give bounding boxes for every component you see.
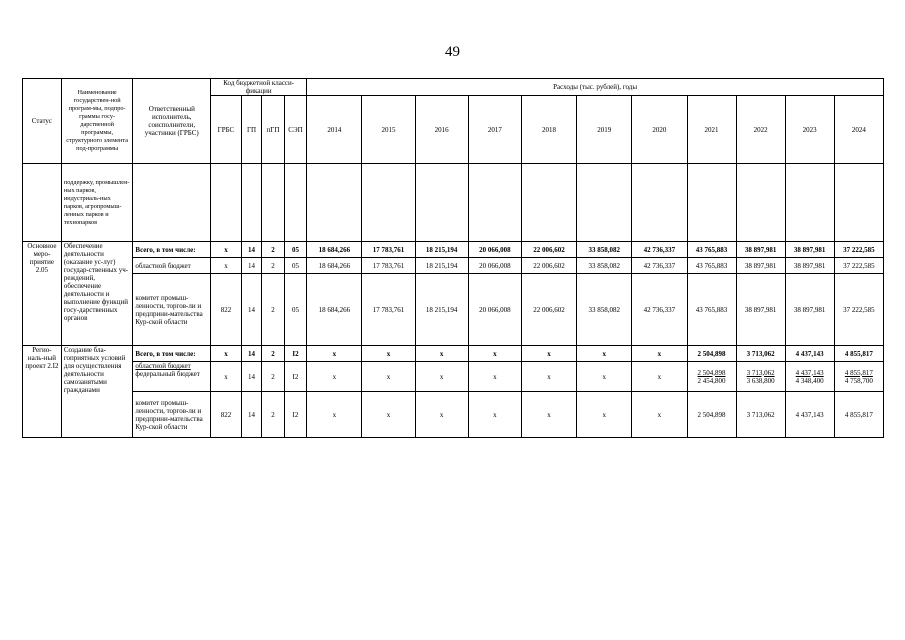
value-cell	[362, 362, 415, 392]
header-code-gp: ГП	[241, 96, 261, 164]
value-cell	[687, 242, 736, 258]
code-pgp-cell: 2	[262, 392, 284, 438]
value-cell	[468, 362, 521, 392]
header-budget-code: Код бюджетной класси-фикации	[211, 79, 307, 96]
value-text: 3 713,062	[746, 410, 775, 419]
header-row-1	[23, 79, 884, 96]
value-cell	[632, 346, 687, 362]
value-text: 4 855,817	[844, 368, 873, 377]
code-sep-cell: I2	[284, 392, 307, 438]
value-text: х	[493, 372, 497, 381]
value-text: 18 684,266	[318, 245, 351, 254]
value-cell	[785, 362, 834, 392]
value-text: 3 713,062	[746, 349, 775, 358]
value-cell	[736, 274, 785, 346]
header-year: 2023	[785, 96, 834, 164]
value-text: 20 066,008	[479, 305, 511, 314]
value-cell	[362, 258, 415, 274]
value-cell	[785, 258, 834, 274]
value-text: х	[332, 410, 337, 419]
header-executor: Ответственный исполнитель, соисполнители, участники (ГРБС)	[133, 79, 211, 164]
value-cell	[785, 274, 834, 346]
value-text: 42 736,337	[643, 261, 676, 270]
value-cell	[415, 346, 468, 362]
executor-text: комитет промыш-ленности, торгов-ли и предприни-мательства Кур-ской области	[135, 293, 203, 326]
value-text: 20 066,008	[479, 261, 511, 270]
value-text: 3 713,062	[746, 368, 775, 377]
value-text: 20 066,008	[479, 245, 511, 254]
value-text: х	[332, 372, 337, 381]
value-cell	[834, 362, 883, 392]
value-cell	[521, 362, 576, 392]
executor-text: областной бюджет	[135, 261, 191, 270]
value-cell	[632, 258, 687, 274]
value-text: 17 783,761	[372, 245, 405, 254]
value-text: 33 858,082	[588, 261, 620, 270]
code-gp-cell: 14	[241, 362, 261, 392]
code-sep-cell: I2	[284, 362, 307, 392]
value-text: х	[439, 372, 444, 381]
value-text: х	[493, 349, 497, 358]
value-cell	[736, 242, 785, 258]
value-text: 43 765,883	[695, 245, 728, 254]
value-cell	[415, 362, 468, 392]
code-sep-cell: 05	[284, 274, 307, 346]
value-text: 17 783,761	[372, 305, 405, 314]
header-code-grbs: ГРБС	[211, 96, 242, 164]
value-text: 37 222,585	[843, 245, 875, 254]
value-text: х	[547, 372, 551, 381]
code-gp-cell: 14	[241, 242, 261, 258]
value-cell	[632, 392, 687, 438]
value-text: 38 897,981	[793, 245, 826, 254]
value-text: 18 215,194	[425, 305, 458, 314]
continuation-name: поддержку, промышлен-ных парков, индустриаль-ных парков, агропромыш-ленных парков и технопарков	[61, 164, 133, 242]
header-year: 2014	[307, 96, 362, 164]
code-grbs-cell: 822	[211, 392, 242, 438]
code-gp-cell: 14	[241, 274, 261, 346]
value-text: х	[332, 349, 337, 358]
code-grbs-cell: х	[211, 362, 242, 392]
value-cell	[834, 392, 883, 438]
value-cell	[521, 242, 576, 258]
value-cell	[307, 362, 362, 392]
code-pgp-cell: 2	[262, 258, 284, 274]
value-text: 18 684,266	[318, 305, 351, 314]
value-text-secondary: 4 758,700	[844, 376, 873, 385]
value-cell	[362, 346, 415, 362]
value-cell	[736, 392, 785, 438]
value-text: 4 855,817	[844, 349, 873, 358]
value-text: х	[657, 372, 662, 381]
value-text: х	[439, 410, 444, 419]
value-cell	[577, 258, 632, 274]
value-text: 38 897,981	[793, 305, 826, 314]
value-cell	[521, 346, 576, 362]
value-cell	[362, 242, 415, 258]
header-year: 2021	[687, 96, 736, 164]
status-cell: Основное меро-приятие 2.05	[23, 242, 62, 346]
value-cell	[632, 274, 687, 346]
code-pgp-cell: 2	[262, 242, 284, 258]
value-cell	[468, 274, 521, 346]
value-cell	[632, 242, 687, 258]
header-year: 2020	[632, 96, 687, 164]
header-status: Статус	[23, 79, 62, 164]
value-cell	[687, 258, 736, 274]
value-cell	[415, 258, 468, 274]
value-cell	[834, 346, 883, 362]
value-cell	[687, 274, 736, 346]
value-text: 22 006,602	[533, 261, 565, 270]
executor-cell	[133, 242, 211, 258]
value-cell	[736, 362, 785, 392]
value-cell	[577, 242, 632, 258]
value-cell	[785, 242, 834, 258]
value-cell	[577, 346, 632, 362]
value-text: 2 504,898	[697, 368, 726, 377]
code-sep-cell: 05	[284, 242, 307, 258]
value-cell	[307, 346, 362, 362]
value-cell	[687, 392, 736, 438]
executor-text: Всего, в том числе:	[135, 245, 196, 254]
value-text: 2 504,898	[697, 410, 726, 419]
value-cell	[307, 242, 362, 258]
block1-row	[23, 274, 884, 346]
value-text: 43 765,883	[695, 305, 728, 314]
value-cell	[307, 274, 362, 346]
value-cell	[362, 274, 415, 346]
executor-cell	[133, 274, 211, 346]
name-cell: Создание бла-гоприятных условий для осуществления деятельности самозанятыми гражданами	[61, 346, 133, 438]
value-text: 42 736,337	[643, 305, 676, 314]
value-cell	[577, 392, 632, 438]
code-sep-cell: I2	[284, 346, 307, 362]
header-name: Наименование государствен-ной програм-мы, подпро-граммы госу-дарственной программы, структурного элемента под-программы	[61, 79, 133, 164]
code-grbs-cell: 822	[211, 274, 242, 346]
value-cell	[468, 242, 521, 258]
code-gp-cell: 14	[241, 258, 261, 274]
value-text: 4 437,143	[795, 349, 824, 358]
value-text: 43 765,883	[695, 261, 728, 270]
value-text: х	[547, 349, 551, 358]
value-cell	[307, 258, 362, 274]
code-grbs-cell: х	[211, 258, 242, 274]
value-text: 38 897,981	[744, 261, 777, 270]
executor-text: областной бюджет	[135, 362, 191, 370]
header-year: 2017	[468, 96, 521, 164]
value-text: х	[547, 410, 551, 419]
value-text: х	[493, 410, 497, 419]
value-cell	[415, 274, 468, 346]
value-text: 37 222,585	[843, 305, 875, 314]
executor-cell	[133, 258, 211, 274]
value-cell	[736, 346, 785, 362]
value-cell	[785, 392, 834, 438]
value-cell	[468, 258, 521, 274]
code-grbs-cell: х	[211, 242, 242, 258]
status-cell: Регио-наль-ный проект 2.I2	[23, 346, 62, 438]
executor-cell	[133, 362, 211, 392]
value-text: 17 783,761	[372, 261, 405, 270]
header-code-sep: СЭП	[284, 96, 307, 164]
name-cell: Обеспечение деятельности (оказание ус-луг) государ-ственных уч-реждений, обеспечение деятельности и выполнение функций госу-дарственных органов	[61, 242, 133, 346]
value-cell	[577, 274, 632, 346]
code-gp-cell: 14	[241, 392, 261, 438]
executor-cell	[133, 346, 211, 362]
header-expenses: Расходы (тыс. рублей), годы	[307, 79, 884, 96]
value-text: х	[657, 349, 662, 358]
value-cell	[834, 242, 883, 258]
value-text: х	[602, 349, 606, 358]
block1-row	[23, 242, 884, 258]
value-cell	[785, 346, 834, 362]
value-cell	[834, 258, 883, 274]
value-cell	[834, 274, 883, 346]
value-cell	[521, 258, 576, 274]
value-cell	[687, 346, 736, 362]
value-text: х	[386, 410, 391, 419]
code-sep-cell: 05	[284, 258, 307, 274]
value-text: 42 736,337	[643, 245, 676, 254]
value-text: х	[386, 349, 391, 358]
executor-text-secondary: федеральный бюджет	[135, 370, 200, 378]
value-cell	[468, 392, 521, 438]
executor-text: Всего, в том числе:	[135, 349, 196, 358]
value-text: 4 437,143	[795, 410, 824, 419]
value-text: 38 897,981	[744, 245, 777, 254]
code-pgp-cell: 2	[262, 346, 284, 362]
value-cell	[632, 362, 687, 392]
value-cell	[577, 362, 632, 392]
code-pgp-cell: 2	[262, 362, 284, 392]
value-text: х	[386, 372, 391, 381]
block1-row	[23, 258, 884, 274]
value-text: х	[439, 349, 444, 358]
value-text: 18 215,194	[425, 261, 458, 270]
value-cell	[687, 362, 736, 392]
code-grbs-cell: х	[211, 346, 242, 362]
value-cell	[468, 346, 521, 362]
block2-row	[23, 346, 884, 362]
continuation-status-cell	[23, 164, 62, 242]
value-cell	[362, 392, 415, 438]
value-text: 18 215,194	[425, 245, 458, 254]
value-cell	[521, 392, 576, 438]
value-text-secondary: 4 348,400	[795, 376, 824, 385]
code-pgp-cell: 2	[262, 274, 284, 346]
block2-row	[23, 392, 884, 438]
value-cell	[736, 258, 785, 274]
value-text: 18 684,266	[318, 261, 351, 270]
value-cell	[415, 392, 468, 438]
value-text: х	[657, 410, 662, 419]
continuation-row	[23, 164, 884, 242]
value-text: 33 858,082	[588, 245, 620, 254]
value-text: 38 897,981	[744, 305, 777, 314]
executor-text: комитет промыш-ленности, торгов-ли и предприни-мательства Кур-ской области	[135, 398, 203, 431]
value-cell	[521, 274, 576, 346]
value-text: 22 006,602	[533, 305, 565, 314]
value-text: 4 437,143	[795, 368, 824, 377]
value-text-secondary: 3 638,800	[746, 376, 775, 385]
value-text-secondary: 2 454,800	[697, 376, 726, 385]
page-number: 49	[445, 44, 460, 60]
value-text: 2 504,898	[697, 349, 726, 358]
value-text: х	[602, 372, 606, 381]
value-text: 22 006,602	[533, 245, 565, 254]
value-text: 38 897,981	[793, 261, 826, 270]
value-cell	[415, 242, 468, 258]
header-code-pgp: пГП	[262, 96, 284, 164]
header-year: 2019	[577, 96, 632, 164]
budget-table	[22, 78, 884, 438]
code-gp-cell: 14	[241, 346, 261, 362]
header-year: 2018	[521, 96, 576, 164]
block2-row	[23, 362, 884, 392]
value-text: 4 855,817	[844, 410, 873, 419]
header-year: 2015	[362, 96, 415, 164]
value-text: 33 858,082	[588, 305, 620, 314]
header-year: 2016	[415, 96, 468, 164]
executor-cell	[133, 392, 211, 438]
header-year: 2022	[736, 96, 785, 164]
value-cell	[307, 392, 362, 438]
value-text: 37 222,585	[843, 261, 875, 270]
header-year: 2024	[834, 96, 883, 164]
value-text: х	[602, 410, 606, 419]
